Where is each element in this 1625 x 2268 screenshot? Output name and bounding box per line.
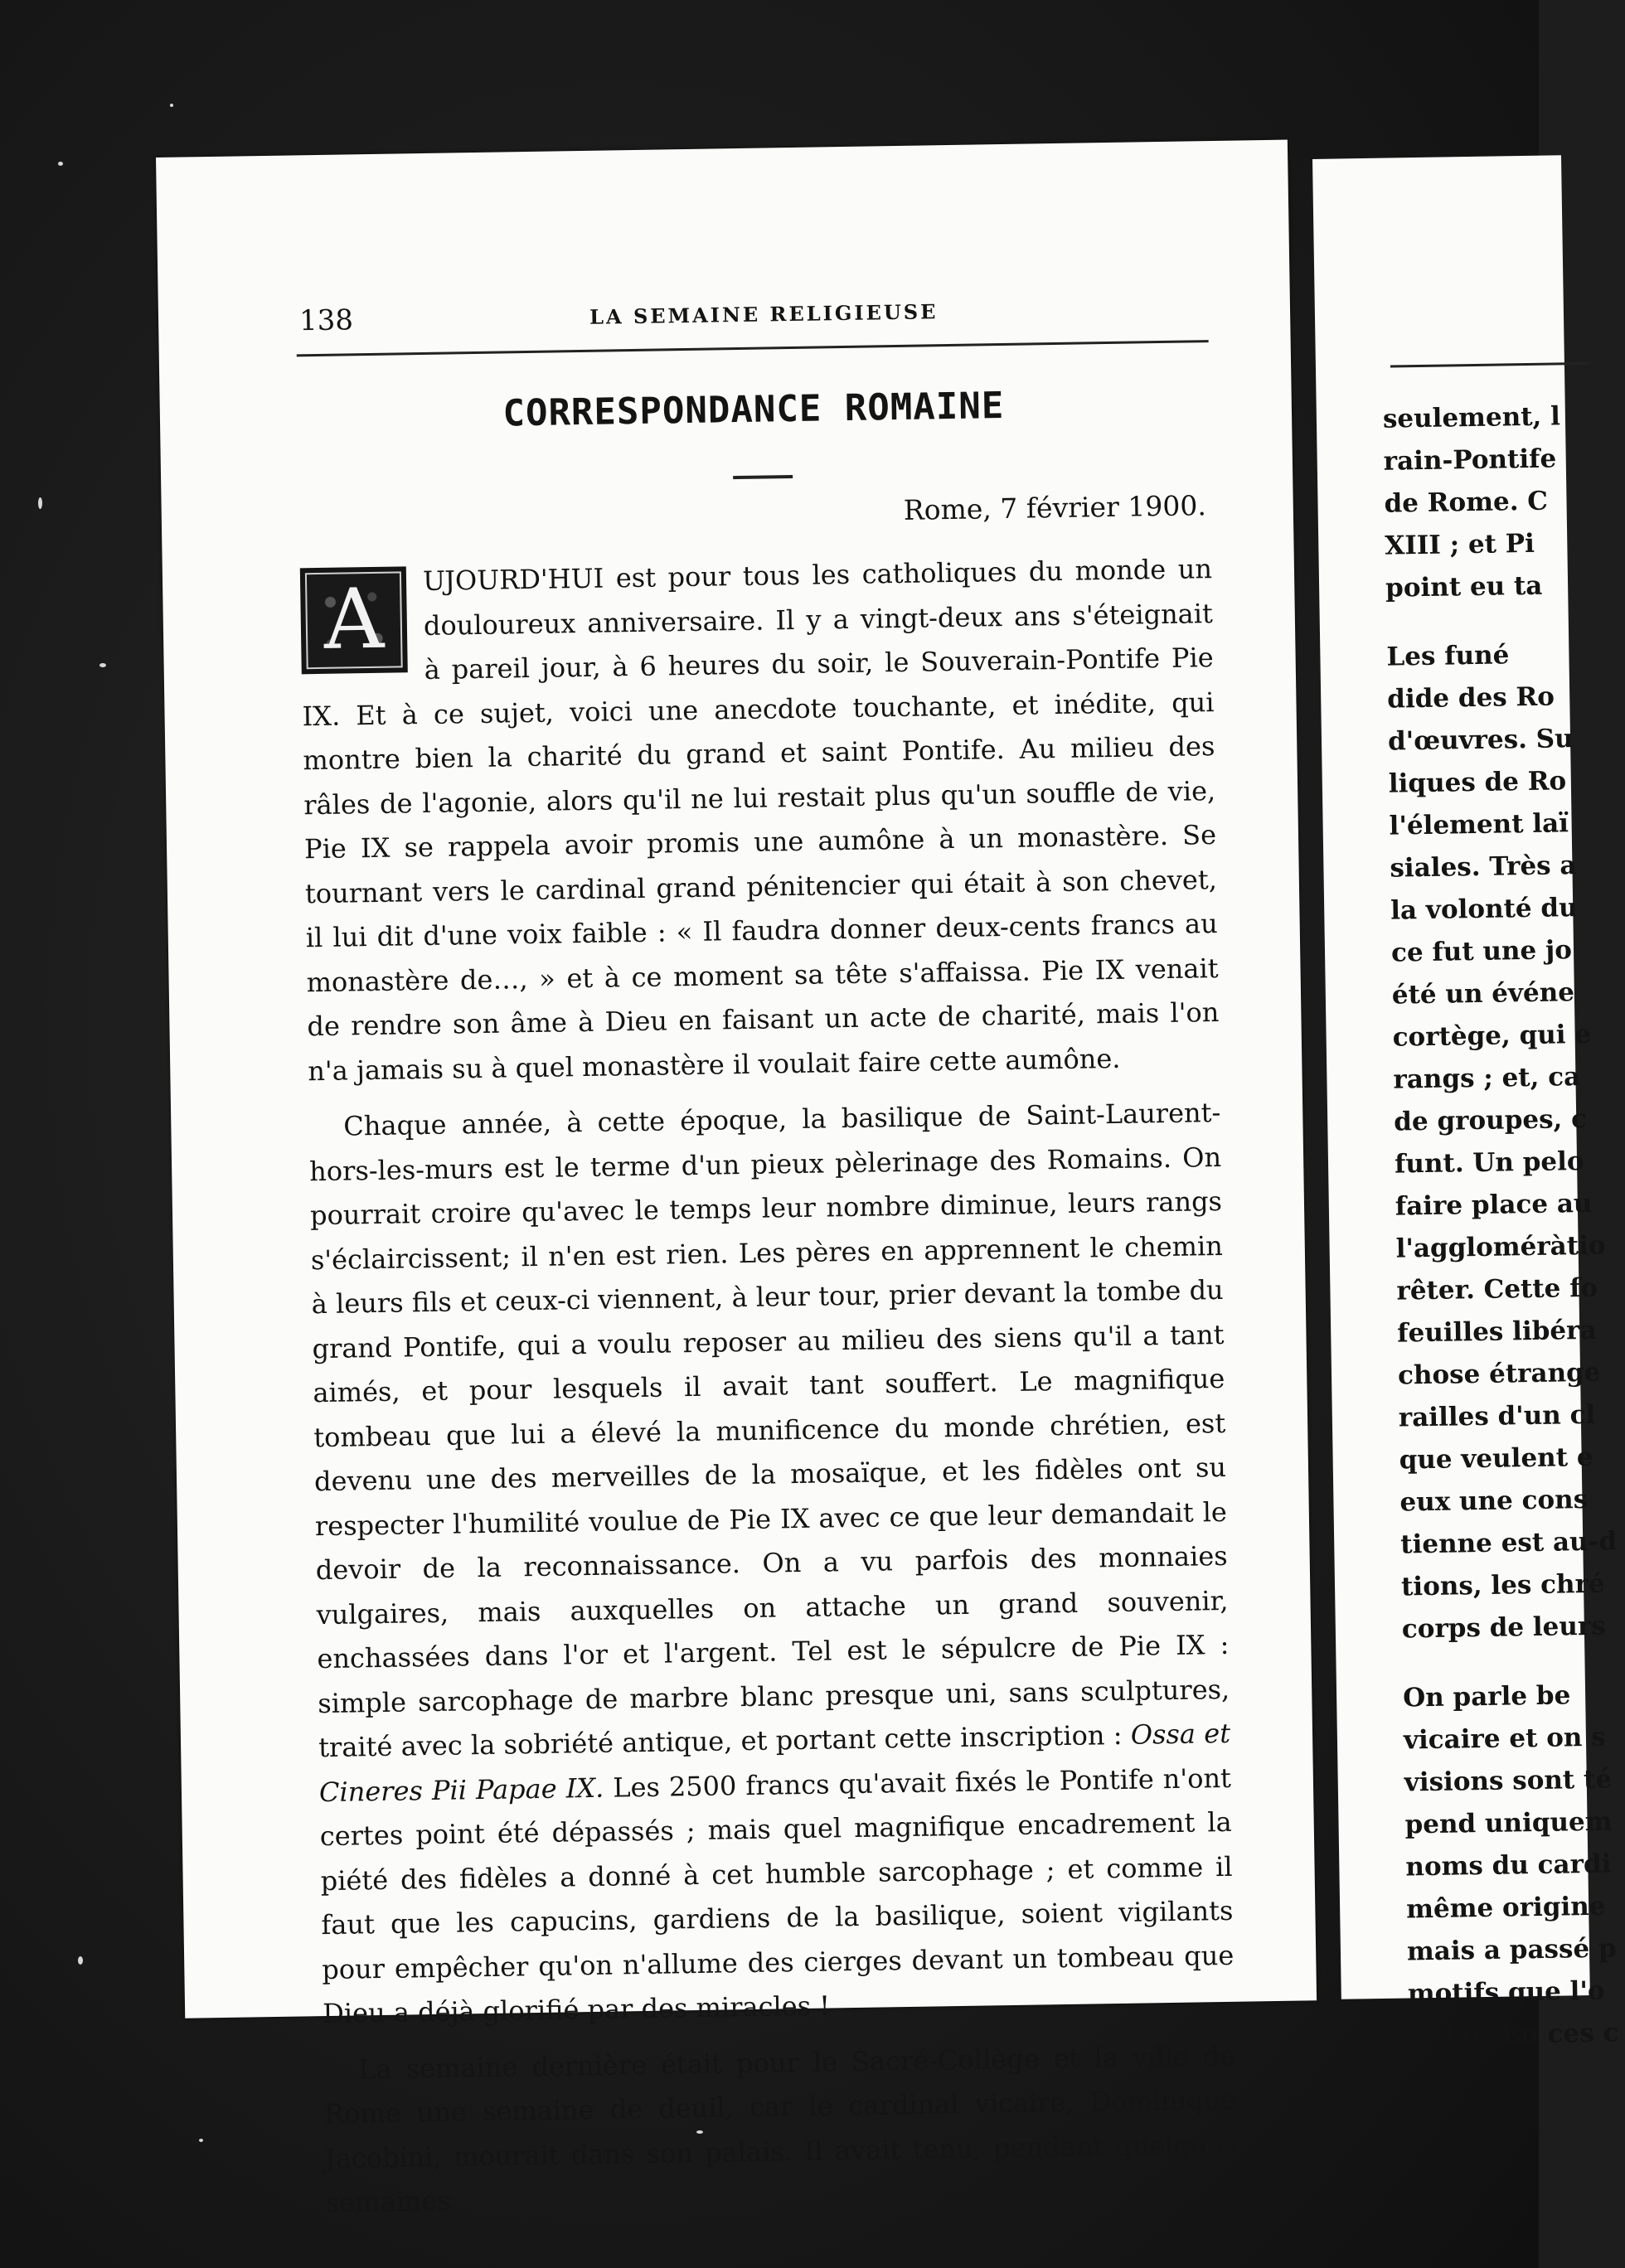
drop-cap-ornament <box>300 566 408 674</box>
next-page-line: l'élement laï <box>1389 808 1569 841</box>
next-page-line: motifs que l'o <box>1407 1975 1605 2009</box>
next-page-line: siales. Très a <box>1390 850 1577 884</box>
next-page-rule <box>1390 362 1589 368</box>
title-rule <box>733 475 793 479</box>
article-title: CORRESPONDANCE ROMAINE <box>502 384 1005 435</box>
next-page-line: Les funé <box>1386 640 1510 672</box>
next-page-line: visions sont té <box>1404 1764 1613 1798</box>
paragraph-3-text: La semaine dernière était pour le Sacré-Collège et la ville de Rome une semaine de deuil, car le cardinal vicaire, Dominique Jacobini, mourait dans son palais. Il avait tenu, pendant quelques semaines <box>323 2039 1238 2219</box>
next-page-line: didat. En ces c <box>1408 2018 1619 2052</box>
article-body <box>300 547 1239 2237</box>
next-page-line: même origine <box>1405 1891 1606 1925</box>
dust-speck <box>58 162 63 166</box>
next-page-line: corps de leurs <box>1401 1611 1606 1645</box>
next-page-line: mais a passé p <box>1406 1933 1617 1967</box>
paragraph-3 <box>323 2033 1238 2225</box>
next-page-line: vicaire et on s <box>1403 1722 1606 1756</box>
paragraph-gap <box>1402 1647 1618 1677</box>
next-page-edge <box>1312 155 1619 2052</box>
next-page-line: tions, les chré <box>1400 1568 1605 1602</box>
next-page-line: de Rome. C <box>1384 486 1549 519</box>
dust-speck <box>199 2139 203 2142</box>
next-page-line: été un événe <box>1391 977 1575 1010</box>
next-page-line: que veulent e <box>1399 1442 1593 1476</box>
next-page-line: railles d'un cl <box>1398 1399 1596 1433</box>
book-page <box>156 140 1317 2219</box>
next-page-line: eux une cons <box>1399 1484 1589 1518</box>
page-header <box>299 290 1203 337</box>
paragraph-gap <box>1386 607 1602 637</box>
next-page-line: pend uniquem <box>1404 1806 1613 1840</box>
next-page-line: rangs ; et, ca <box>1393 1062 1581 1095</box>
next-page-line: dide des Ro <box>1386 681 1555 715</box>
next-page-text <box>1383 395 1624 2058</box>
next-page-line: cortège, qui e <box>1392 1019 1592 1053</box>
paragraph-2-text-b: Les 2500 francs qu'avait fixés le Pontife n'ont certes point été dépassés ; mais quel magnifique encadrement la piété des fidèles a donné à cet humble sarcophage ; et comme il faut que les capucins, gardiens de la basilique, soient vigilants pour empêcher qu'on n'allume des cierges devant un tombeau que Dieu a déjà glorifié par des miracles ! <box>319 1762 1235 2030</box>
next-page-line: rain-Pontife <box>1383 443 1557 477</box>
next-page-line: point eu ta <box>1385 570 1543 603</box>
next-page-line: On parle be <box>1402 1680 1571 1713</box>
next-page-line: XIII ; et Pi <box>1385 528 1535 561</box>
next-page-line: ce fut une jo <box>1390 935 1573 968</box>
paragraph-1 <box>300 547 1220 1093</box>
next-page-line: d'œuvres. Su <box>1387 724 1574 757</box>
paragraph-2 <box>308 1091 1235 2037</box>
next-page-line: tienne est au-d <box>1399 1526 1618 1560</box>
dust-speck <box>78 1956 83 1965</box>
next-page-line: feuilles libéra <box>1396 1315 1597 1349</box>
paragraph-1-text: UJOURD'HUI est pour tous les catholiques du monde un douloureux anniversaire. Il y a vingt-deux ans s'éteignait à pareil jour, à 6 heures du soir, le Souverain-Pontife Pie IX. Et à ce sujet, voici une anecdote touchante, et inédite, qui montre bien la charité du grand et saint Pontife. Au milieu des râles de l'agonie, alors qu'il ne lui restait plus qu'un souffle de vie, Pie IX se rappela avoir promis une aumône à un monastère. Se tournant vers le cardinal grand pénitencier qui était à son chevet, il lui dit d'une voix faible : « Il faudra donner deux-cents francs au monastère de…, » et à ce moment sa tête s'affaissa. Pie IX venait de rendre son âme à Dieu en faisant un acte de charité, mais l'on n'a jamais su à quel monastère il voulait faire cette aumône. <box>302 553 1220 1087</box>
dust-speck <box>170 104 173 107</box>
next-page-line: chose étrange <box>1397 1357 1601 1391</box>
page-number: 138 <box>298 303 354 338</box>
dateline: Rome, 7 février 1900. <box>903 489 1207 526</box>
next-page-line: de groupes, c <box>1393 1103 1588 1137</box>
next-page-line: funt. Un pelo <box>1394 1146 1584 1180</box>
drop-cap-letter: A <box>323 569 385 668</box>
next-page-line: la volonté du <box>1390 893 1578 926</box>
next-page-line: rêter. Cette fo <box>1396 1272 1598 1306</box>
next-page-line: noms du cardi <box>1405 1849 1612 1883</box>
tomb-inscription: Ossa et Cineres Pii Papae IX. <box>318 1717 1231 1808</box>
header-rule <box>297 340 1209 356</box>
next-page-line: faire place au <box>1395 1188 1593 1222</box>
next-page-line: seulement, l <box>1382 401 1561 434</box>
next-page-line: l'aggloméràtio <box>1395 1230 1606 1264</box>
dust-speck <box>99 663 106 667</box>
paragraph-2-text-a: Chaque année, à cette époque, la basilique de Saint-Laurent-hors-les-murs est le terme d'un pieux pèlerinage des Romains. On pourrait croire qu'avec le temps leur nombre diminue, leurs rangs s'éclaircissent; il n'en est rien. Les pères en apprennent le chemin à leurs fils et ceux-ci viennent, à leur tour, prier devant la tombe du grand Pontife, qui a voulu reposer au milieu des siens qu'il a tant aimés, et pour lesquels il avait tant souffert. Le magnifique tombeau que lui a élevé la munificence du monde chrétien, est devenu une des merveilles de la mosaïque, et les fidèles ont su respecter l'humilité voulue de Pie IX avec ce que leur demandait le devoir de la reconnaissance. On a vu parfois des monnaies vulgaires, mais auxquelles on attache un grand souvenir, enchassées dans l'or et l'argent. Tel est le sépulcre de Pie IX : simple sarcophage de marbre blanc presque uni, sans sculptures, traité avec la sobriété antique, et portant cette inscription : <box>308 1096 1230 1764</box>
dust-speck <box>38 497 42 509</box>
next-page-line: liques de Ro <box>1388 766 1567 799</box>
running-head: LA SEMAINE RELIGIEUSE <box>589 299 939 329</box>
